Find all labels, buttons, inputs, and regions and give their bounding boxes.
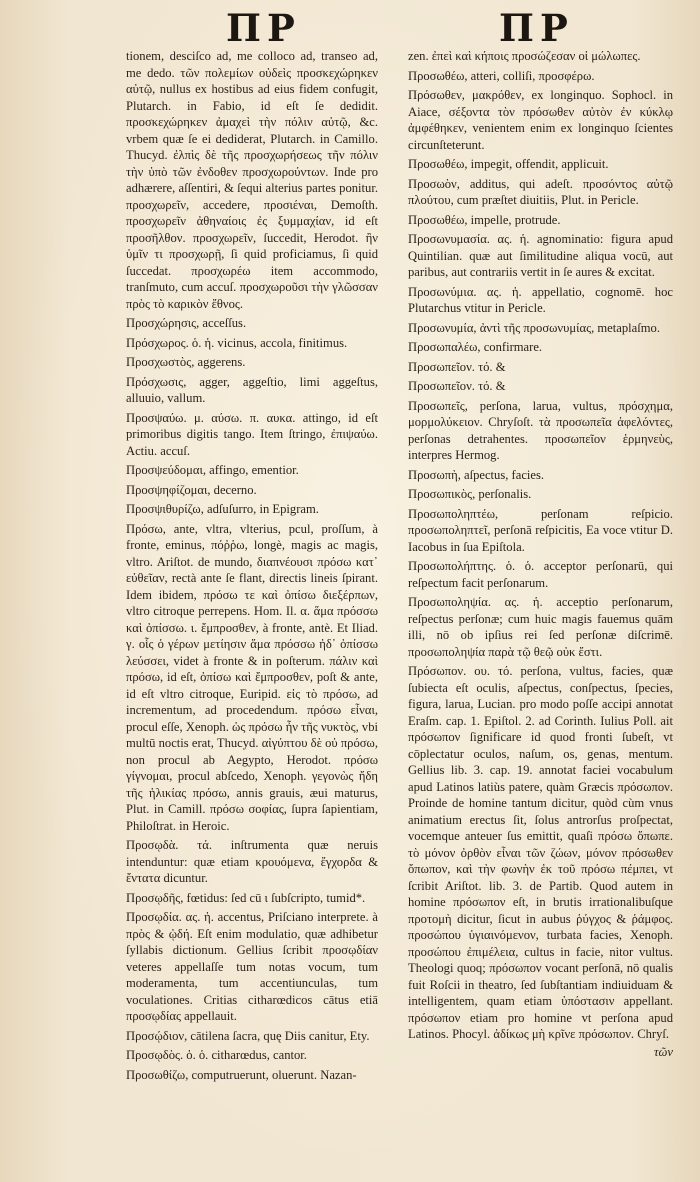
dictionary-entry: Προσῳδὰ. τά. inſtrumenta quæ neruis intenduntur: quæ etiam κρουόμενα, ἔγχορδα & ἔντατα dicuntur. bbox=[126, 838, 378, 885]
dictionary-entry: Πρόσωπον. ου. τό. perſona, vultus, facies, quæ ſubiecta eſt oculis, aſpectus, conſpectus, ſpecies, figura, larua, Lucian. pro modo poſſe accipi annotat Eraſm. cap. 1. Epiſtol. 2. ad Corinth. Iulius Poll. ait πρόσωπον ſignificare id quod fronti ſubeſt, vt cōplectatur oculos, naſum, os, genas, mentum. Gellius lib. 3. cap. 19. annotat faciei vocabulum apud Latinos latiùs patere, quàm Græcis πρόσωπον. Proinde de homine tantum dicitur, quòd cùm vnus animatium erectus ſit, ſolus antrorſus proſpectat, vocemque anteuer ſus emittit, quaſi πρόσω ὄπωπε. τὸ μόνον ὀρθὸν εἶναι τῶν ζώων, μόνον πρόσωθεν ὄπωπον, καὶ τὴν φωνὴν ἐκ τοῦ πρόσω πέμπει, vt ſcribit Ariſtot. lib. 3. de Partib. Quod autem in homine πρόσωπον eſt, in brutis irrationalibuſque προτομὴ dicitur, ſicut in aubus ῥύγχος & ῥάμφος. προσώπου ὑγιαινόμενον, turbata facies, Xenoph. προσώπου ἐπιμέλεια, cultus in facie, nitor vultus. Theologi quoq; πρόσωπον vocant perſonā, nō qualis fuit Roſcii in theatro, ſed ſubſtantiam indiuiduam & intelligentem, quam etiam ὑπόστασιν appellant. πρόσωπον etiam pro homine vt perſona apud Latinos. Phocyl. ἀδίκως μὴ κρῖνε πρόσωπον. Chryſ. bbox=[408, 664, 673, 1041]
dictionary-entry: Προσῴδιον, cātilena ſacra, quę Diis canitur, Ety. bbox=[126, 1028, 370, 1043]
dictionary-entry: Προσωὸν, additus, qui adeſt. προσόντος αὐτῷ πλούτου, cum præſtet diuitiis, Plut. in Pericle. bbox=[408, 176, 673, 207]
dictionary-entry: Προσωπὴ, aſpectus, facies. bbox=[408, 467, 545, 482]
dictionary-entry: tionem, desciſco ad, me colloco ad, transeo ad, me dedo. τῶν πολεμίων οὐδεὶς προσκεχώρηκεν αὐτῷ, nullus ex hostibus ad eius fidem confugit, Plutarch. in Fabio, id eſt ſe dedidit. προσκεχώρηκεν ἀμαχεὶ τὴν πόλιν αὐτῷ, &c. vrbem quæ ſe ei dediderat, Plutarch. in Camillo. Thucyd. ἐλπὶς δὲ τῆς προσχωρήσεως τῆν πόλιν τὴν ὑπὸ τῶν ἐνδοθεν προσχωρούντων. Inde pro adhærere, aſſentiri, & ſequi alterius partes ponitur. προσχωρεῖν, accedere, προσιέναι, Demoſth. προσχωρεῖν ἀθηναίοις ἐς ξυμμαχίαν, id eſt προσῆλθον. προσχωρεῖν, ſuccedit, Herodot. ἢν ὑμῖν τι προσχωρῇ, ſi quid proficiamus, ſi quid ſuccedat. προσχωρέω item accommodo, tranſmuto, cum accuſ. προσχωροῦσι τὴν γλῶσσαν πρὸς τὸ καρικὸν ἔθνος. bbox=[126, 49, 378, 311]
dictionary-entry: Προσωπαλέω, confirmare. bbox=[408, 340, 543, 354]
dictionary-entry: Προσωνύμια. ας. ἡ. appellatio, cognomē. hoc Plutarchus vtitur in Pericle. bbox=[408, 284, 673, 315]
dictionary-entry: Προσψιθυρίζω, adſuſurro, in Epigram. bbox=[126, 502, 319, 516]
right-text-column bbox=[408, 48, 673, 1060]
dictionary-entry: Προσωθέω, impegit, offendit, applicuit. bbox=[408, 157, 609, 171]
dictionary-entry: Προσῳδὸς. ὁ. ὁ. citharœdus, cantor. bbox=[126, 1048, 307, 1062]
dictionary-entry: Προσωπολήπτης. ὁ. ὁ. acceptor perſonarū, qui reſpectum facit perſonarum. bbox=[408, 559, 673, 590]
dictionary-entry: Πρόσω, ante, vltra, vlterius, pcul, proſſum, à fronte, eminus, πόῤῥω, longè, magis ac magis, vltro. Ariſtot. de mundo, διαπνέουσι πρόσω κατ᾽ εὐθεῖαν, rectà ante ſe flant, directis lineis ſpirant. Idem ibidem, πρόσω τε καὶ ὀπίσω διεξέρπων, vltro citroque perrepens. Hom. Il. α. ἅμα πρόσσω καὶ ὀπίσσω. ι. ἔμπροσθεν, à fronte, antè. Et Iliad. γ. οἷς ὁ γέρων μετίησιν ἅμα πρόσσω ἠδ᾽ ὀπίσσω λεύσσει, videt à fronte & in poſterum. πάλιν καὶ πρόσω, id eſt, ὀπίσω καὶ ἔμπροσθεν, poſt & ante, id eſt vltro citroque, Euripid. εἰς τὸ πρόσω, ad incrementum, ad procedendum. πρόσω εἶναι, procul eſſe, Xenoph. ὡς πρόσω ἦν τῆς νυκτὸς, vbi multū noctis erat, Thucyd. αἰγύπτου δὲ οὐ πρόσω, non procul ab Aegypto, Herodot. πρόσω γίγνομαι, procul abſcedo, Xenoph. γεγονὼς ἤδη τῆς ἡλικίας πρόσω, annis grauis, æui maturus, Plut. in Camill. πρόσω σοφίας, ſupra ſapientiam, Philoſtrat. in Heroic. bbox=[126, 521, 378, 833]
left-running-headword: ΠΡ bbox=[226, 6, 301, 50]
dictionary-entry: zen. ἐπεὶ καὶ κήποις προσώζεσαν οἱ μώλωπες. bbox=[408, 49, 641, 63]
catchword: τῶν bbox=[654, 1044, 673, 1059]
dictionary-entry: Προσψηφίζομαι, decerno. bbox=[126, 482, 257, 497]
dictionary-entry: Πρόσχωσις, agger, aggeſtio, limi aggeſtus, alluuio, vallum. bbox=[126, 374, 378, 405]
dictionary-entry: Προσωπικὸς, perſonalis. bbox=[408, 487, 532, 501]
dictionary-entry: Προσωποληπτέω, perſonam reſpicio. προσωποληπτεῖ, perſonā reſpicitis, Ea voce vtitur D. Iacobus in ſua Epiſtola. bbox=[408, 506, 673, 554]
left-text-column bbox=[126, 48, 378, 1086]
dictionary-entry: Προσχώρησις, acceſſus. bbox=[126, 316, 247, 330]
dictionary-entry: Προσῳδία. ας. ἡ. accentus, Priſciano interprete. à πρὸς & ᾠδή. Eſt enim modulatio, quæ adhibetur ſyllabis dictionum. Gellius ſcribit προσῳδίαν veteres appellaſſe tum notas vocum, tum moderamenta, tum accentiunculas, tum voculationes. Critias citharœdicos cātus etiā προσῳδίας appellauit. bbox=[126, 910, 378, 1023]
dictionary-entry: Προσωπεῖον. τό. & bbox=[408, 359, 506, 374]
dictionary-entry: Πρόσχωρος. ὁ. ἡ. vicinus, accola, finitimus. bbox=[126, 335, 348, 350]
right-running-headword: ΠΡ bbox=[499, 6, 574, 50]
dictionary-entry: Προσωθέω, atteri, colliſi, προσφέρω. bbox=[408, 68, 595, 83]
dictionary-entry: Προσωνυμασία. ας. ἡ. agnominatio: figura apud Quintilian. quæ aut ſimilitudine aliqua vocū, aut paribus, aut contrariis vertit in ſe aures & excitat. bbox=[408, 232, 673, 279]
dictionary-entry: Πρόσωθεν, μακρόθεν, ex longinquo. Sophocl. in Aiace, σέξοντα τὸν πρόσωθεν αὐτὸν ἐν κύκλῳ ἀμφέθηκεν, venientem enim ex longinquo ſcientes circunſteterunt. bbox=[408, 88, 673, 152]
dictionary-entry: Προσῳδῆς, fœtidus: ſed cū ι ſubſcripto, tumid*. bbox=[126, 890, 366, 905]
dictionary-entry: Προσωποληψία. ας. ἡ. acceptio perſonarum, reſpectus perſonæ; cum huic magis fauemus quām illi, nō ob ipſius rei ſed perſonæ diſcrimē. προσωποληψία παρὰ τῷ θεῷ οὐκ ἔστι. bbox=[408, 595, 673, 659]
dictionary-entry: Προσχωστὸς, aggerens. bbox=[126, 355, 246, 369]
dictionary-entry: Προσωθέω, impelle, protrude. bbox=[408, 212, 561, 227]
dictionary-entry: Προσψαύω. μ. αύσω. π. αυκα. attingo, id eſt primoribus digitis tango. Item ſtringo, ἐπιψαύω. Actiu. accuſ. bbox=[126, 410, 378, 458]
dictionary-entry: Προσωνυμία, ἀντὶ τῆς προσωνυμίας, metaplaſmo. bbox=[408, 320, 660, 335]
dictionary-entry: Προσωθίζω, computruerunt, oluerunt. Nazan- bbox=[126, 1067, 357, 1082]
dictionary-entry: Προσωπεῖον. τό. & bbox=[408, 379, 506, 393]
dictionary-entry: Προσψεύδομαι, affingo, ementior. bbox=[126, 463, 299, 477]
dictionary-entry: Προσωπεῖς, perſona, larua, vultus, πρόσχημα, μορμολύκειον. Chryſoſt. τὰ προσωπεῖα ἀφελόντες, perſonas detrahentes. προσωπεῖον ἑρμηνεὺς, interpres Hermog. bbox=[408, 398, 673, 462]
